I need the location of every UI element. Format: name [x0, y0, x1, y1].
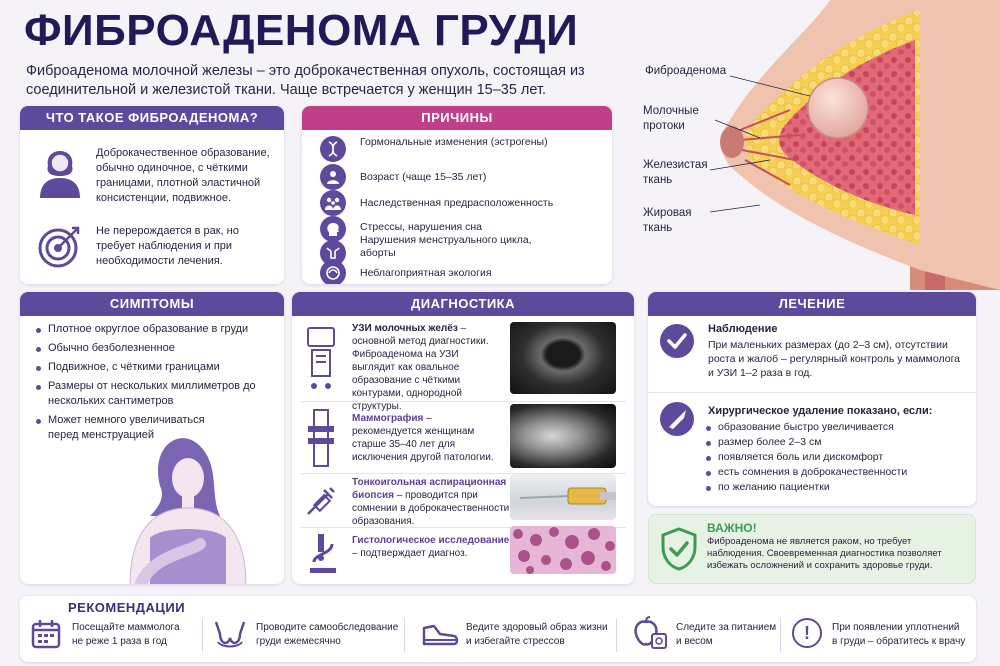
diag-biopsy-desc: – проводится при сомнении в доброкачественности образования.: [352, 490, 510, 527]
target-icon: [36, 224, 82, 270]
surgery-indication-item: образование быстро увеличивается: [704, 420, 964, 435]
treatment-surgery-title: Хирургическое удаление показано, если:: [708, 405, 933, 417]
treatment-card: [648, 292, 976, 506]
rec-4-line2: и весом: [676, 636, 713, 647]
diag-biopsy-text: [352, 476, 512, 528]
rec-divider: [780, 618, 781, 652]
ultrasound-machine-icon: [304, 326, 338, 392]
mammogram-image: [510, 404, 616, 468]
treatment-surgery-list: [704, 420, 964, 495]
rec-2-line1: Проводите самообследование: [256, 622, 399, 633]
cause-item-6: Неблагоприятная экология: [360, 267, 492, 279]
symptoms-list: [34, 322, 270, 443]
woman-self-exam-illustration: [110, 426, 260, 584]
bra-icon: [212, 618, 248, 650]
diag-ultrasound-desc: – основной метод диагностики. Фиброаденома на УЗИ выглядит как овальное образование с чёткими контурами, однородной структуры.: [352, 323, 489, 412]
label-leader-lines: [700, 70, 840, 230]
diag-mammo-text: [352, 412, 502, 464]
diag-mammo-row: [300, 402, 626, 474]
treatment-observation-title: Наблюдение: [708, 323, 778, 335]
label-fat-line1: Жировая: [643, 207, 692, 219]
page-title: ФИБРОАДЕНОМА ГРУДИ: [24, 6, 579, 55]
syringe-icon: [306, 482, 340, 516]
exclamation-icon: !: [792, 618, 822, 648]
diag-ultrasound-title: УЗИ молочных желёз: [352, 323, 458, 334]
ecology-icon: [320, 260, 346, 284]
diag-mammo-desc: – рекомендуется женщинам старше 35–40 лет для исключения другой патологии.: [352, 413, 494, 463]
what-is-text-2: Не перерождается в рак, но требует наблюдения и при необходимости лечения.: [96, 225, 239, 267]
cause-item-5: Нарушения менструального цикла, аборты: [360, 234, 532, 259]
biopsy-needle-image: [510, 474, 616, 520]
ultrasound-image: [510, 322, 616, 394]
scalpel-icon: [660, 402, 694, 436]
label-fibroadenoma: Фиброаденома: [645, 65, 727, 77]
rec-divider: [202, 618, 203, 652]
diag-ultrasound-text: [352, 322, 502, 413]
diag-biopsy-title: Тонкоигольная аспирационная биопсия: [352, 477, 507, 501]
cause-item-3: Наследственная предрасположенность: [360, 197, 554, 209]
diag-histology-row: [300, 528, 626, 578]
surgery-indication-item: размер более 2–3 см: [704, 435, 964, 450]
important-text: Фиброаденома не является раком, но требует наблюдения. Своевременная диагностика позволяет избежать осложнений и сохранить здоровье груди.: [707, 536, 942, 571]
rec-1-line1: Посещайте маммолога: [72, 622, 180, 633]
symptom-item: Может немного увеличиваться перед менструацией: [34, 413, 214, 443]
sneaker-icon: [420, 620, 460, 648]
diagnostics-card: [292, 292, 634, 584]
page-subtitle: Фиброаденома молочной железы – это доброкачественная опухоль, состоящая из соединительной и железистой ткани. Чаще встречается у женщин 15–35 лет.: [26, 63, 585, 98]
important-title: ВАЖНО!: [707, 521, 757, 535]
label-fat-line2: ткань: [643, 222, 673, 234]
diag-mammo-title: Маммография: [352, 413, 424, 424]
what-is-header: ЧТО ТАКОЕ ФИБРОАДЕНОМА?: [20, 106, 284, 130]
histology-image: [510, 526, 616, 574]
rec-5-line1: При появлении уплотнений: [832, 622, 960, 633]
treatment-divider: [648, 392, 976, 393]
symptom-item: Подвижное, с чёткими границами: [34, 360, 270, 375]
rec-3-line1: Ведите здоровый образ жизни: [466, 622, 608, 633]
causes-card: [302, 106, 612, 284]
cause-item-1: Гормональные изменения (эстрогены): [360, 136, 548, 148]
rec-4-line1: Следите за питанием: [676, 622, 777, 633]
person-age-icon: [320, 164, 346, 190]
treatment-observation-text: При маленьких размерах (до 2–3 см), отсутствии роста и жалоб – регулярный контроль у маммолога и УЗИ 1–2 раза в год.: [708, 339, 961, 379]
rec-divider: [404, 618, 405, 652]
family-icon: [320, 190, 346, 216]
label-ducts-line1: Молочные: [643, 105, 699, 117]
label-glandular-line2: ткань: [643, 174, 673, 186]
rec-2-line2: груди ежемесячно: [256, 636, 341, 647]
diag-biopsy-row: [300, 474, 626, 528]
recommendations-header: РЕКОМЕНДАЦИИ: [68, 600, 186, 615]
rec-3-line2: и избегайте стрессов: [466, 636, 565, 647]
symptoms-header: СИМПТОМЫ: [20, 292, 284, 316]
dna-icon: [320, 136, 346, 162]
treatment-header: ЛЕЧЕНИЕ: [648, 292, 976, 316]
diag-histology-text: [352, 534, 512, 560]
calendar-icon: [30, 618, 62, 650]
apple-scale-icon: [632, 616, 668, 650]
what-is-text-1: Доброкачественное образование, обычно одиночное, с чёткими границами, плотной эластичной консистенции, подвижное.: [96, 147, 270, 204]
rec-1-line2: не реже 1 раза в год: [72, 636, 167, 647]
diagnostics-header: ДИАГНОСТИКА: [292, 292, 634, 316]
label-ducts-line2: протоки: [643, 120, 685, 132]
what-is-card: [20, 106, 284, 284]
checkmark-icon: [660, 324, 694, 358]
symptoms-card: [20, 292, 284, 584]
mammograph-icon: [306, 408, 336, 468]
rec-divider: [616, 618, 617, 652]
diag-histology-title: Гистологическое исследование: [352, 535, 510, 546]
surgery-indication-item: появляется боль или дискомфорт: [704, 450, 964, 465]
symptom-item: Обычно безболезненное: [34, 341, 270, 356]
shield-check-icon: [661, 527, 697, 571]
surgery-indication-item: есть сомнения в доброкачественности: [704, 465, 964, 480]
stress-head-icon: [320, 216, 346, 242]
rec-5-line2: в груди – обратитесь к врачу: [832, 636, 966, 647]
microscope-icon: [308, 532, 338, 574]
label-glandular-line1: Железистая: [643, 159, 708, 171]
diag-histology-desc: – подтверждает диагноз.: [352, 548, 468, 559]
surgery-indication-item: по желанию пациентки: [704, 480, 964, 495]
cause-item-4: Стрессы, нарушения сна: [360, 221, 482, 233]
important-card: [648, 514, 976, 584]
causes-header: ПРИЧИНЫ: [302, 106, 612, 130]
diag-ultrasound-row: [300, 320, 626, 412]
woman-doctor-icon: [34, 142, 86, 198]
symptom-item: Плотное округлое образование в груди: [34, 322, 270, 337]
symptom-item: Размеры от нескольких миллиметров до нескольких сантиметров: [34, 379, 270, 409]
cause-item-2: Возраст (чаще 15–35 лет): [360, 171, 487, 183]
